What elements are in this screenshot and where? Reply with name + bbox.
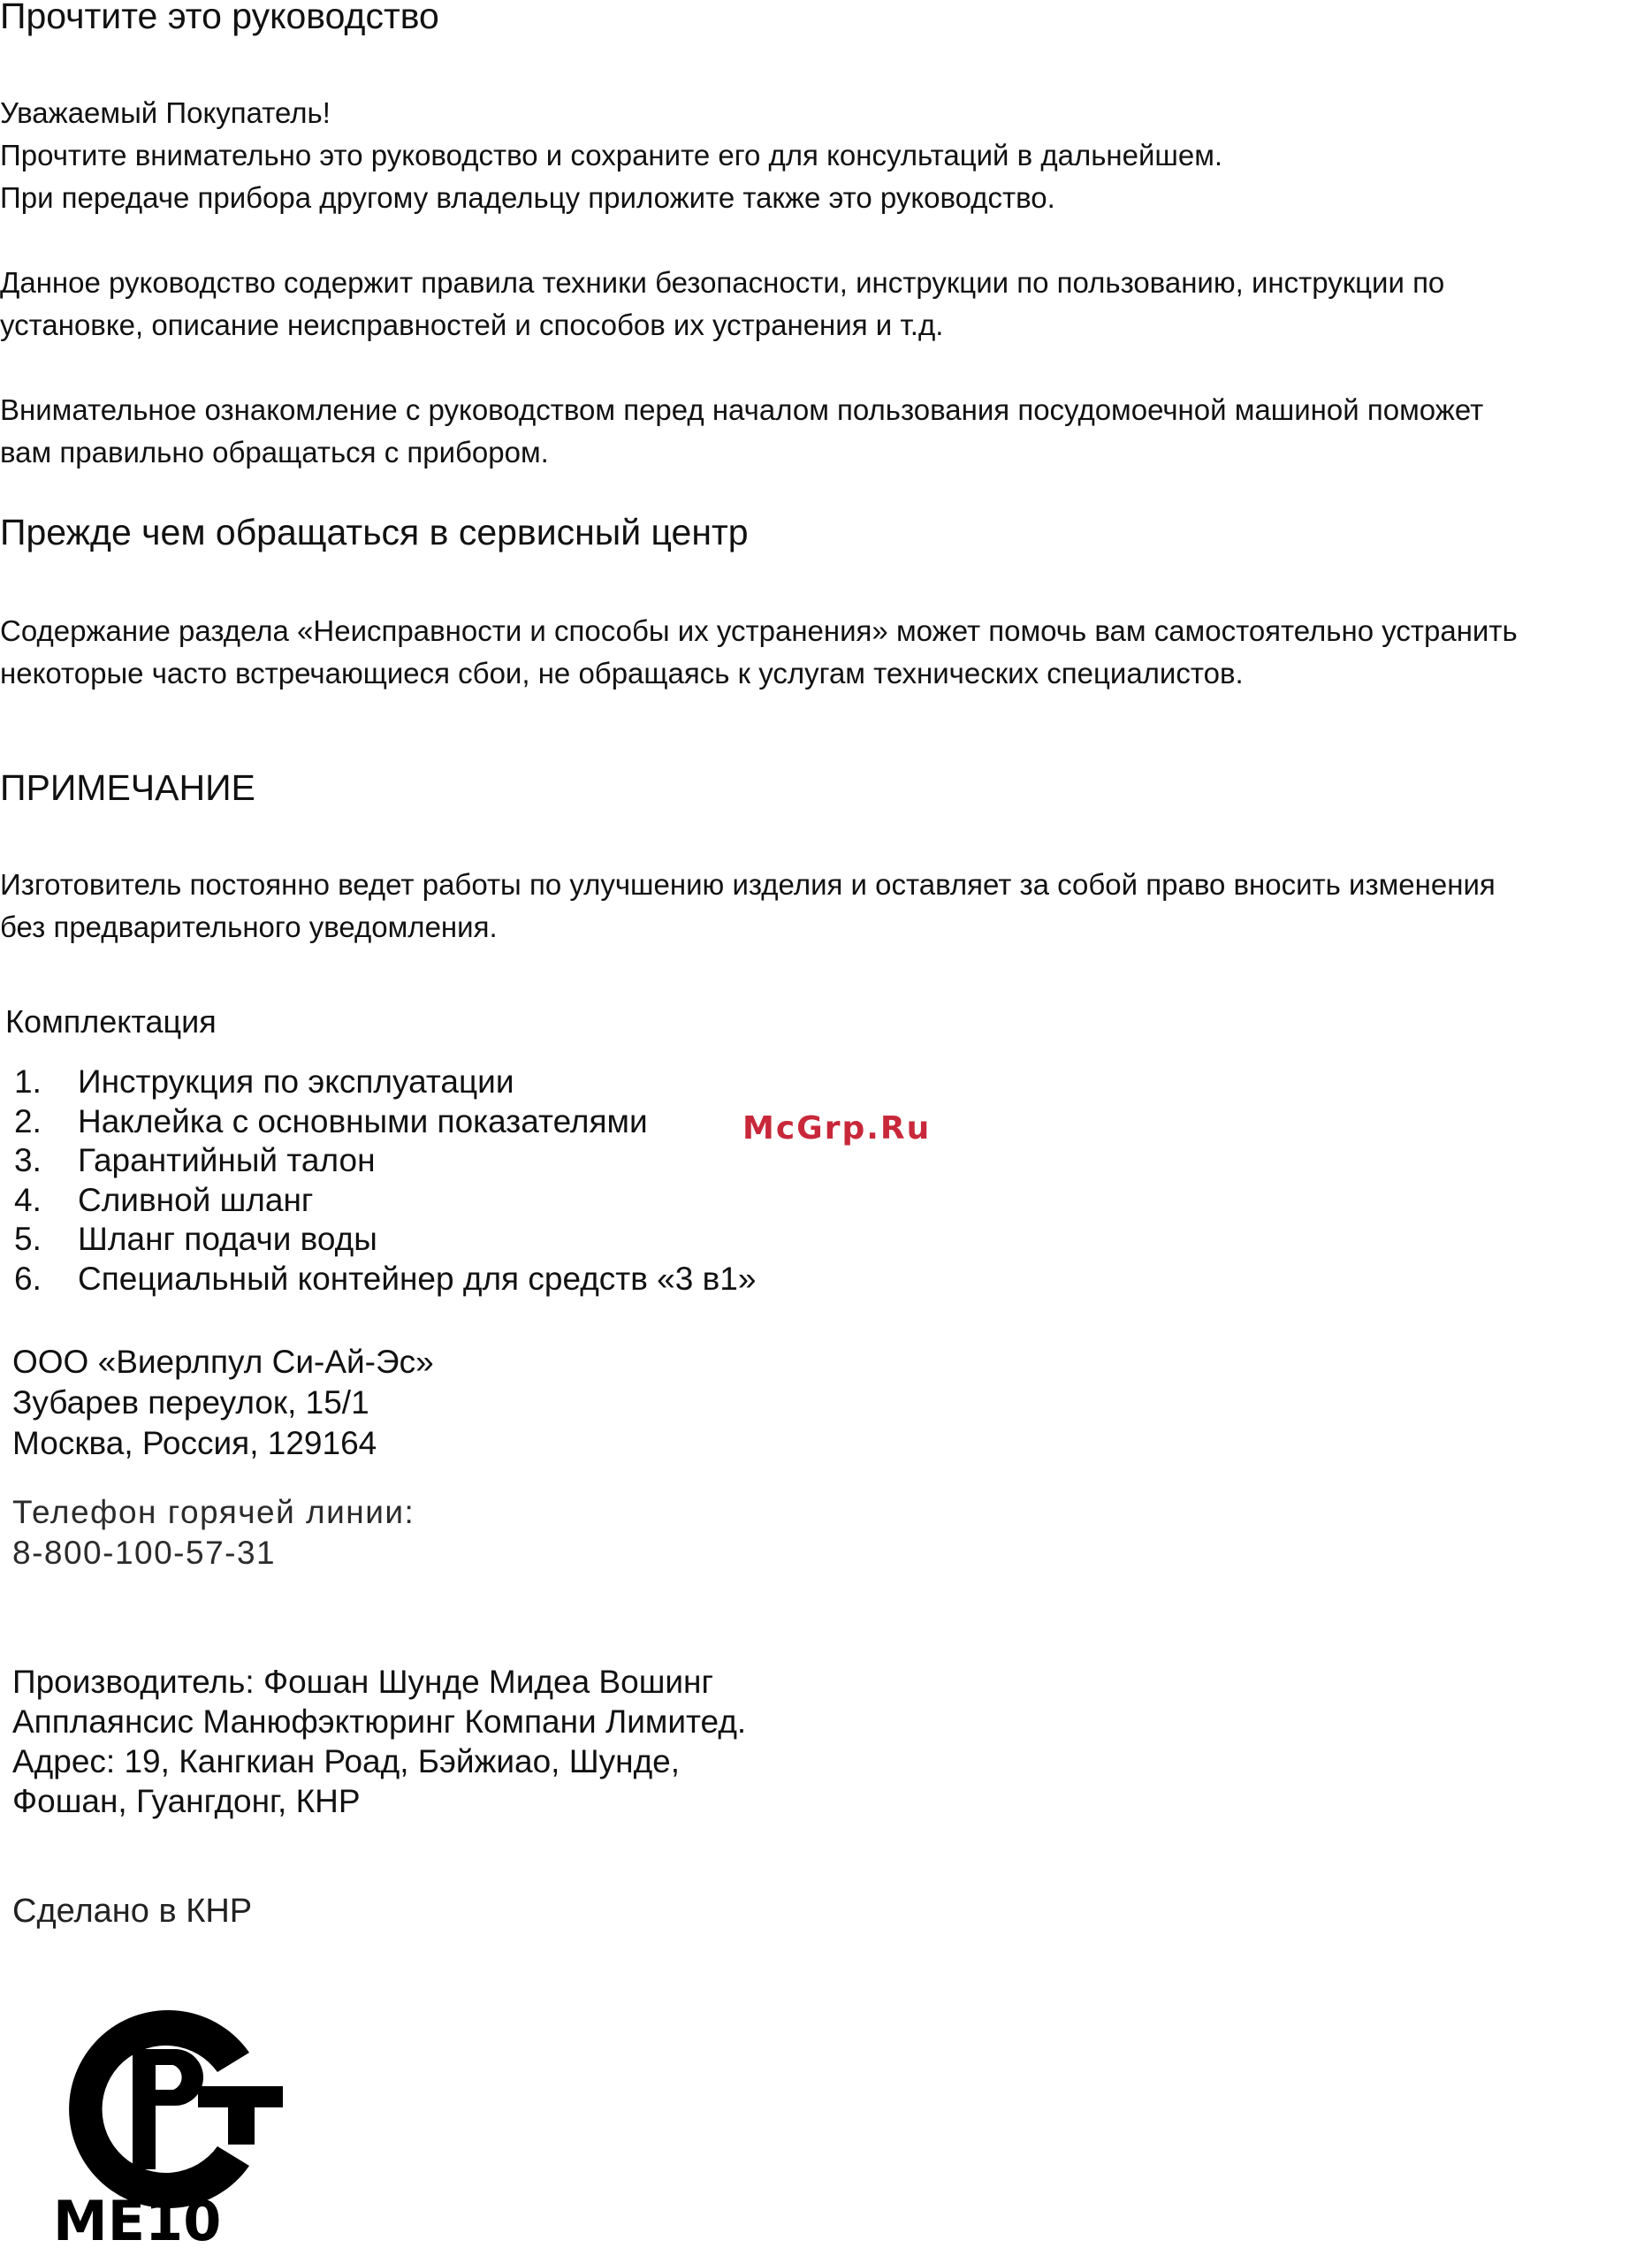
page-title: Прочтите это руководство: [0, 0, 439, 36]
certification-code: ME10: [53, 2189, 222, 2249]
kit-list: [14, 1063, 756, 1299]
intro-line: Прочтите внимательно это руководство и сохраните его для консультаций в дальнейшем.: [0, 139, 1223, 171]
list-item: 2. Наклейка с основными показателями: [14, 1102, 648, 1139]
kit-heading: Комплектация: [5, 1003, 217, 1040]
hotline-number: 8-800-100-57-31: [12, 1535, 277, 1571]
contents-paragraph: Данное руководство содержит правила техники безопасности, инструкции по пользованию, инструкции по установке, описание неисправностей и способов их устранения и т.д.: [0, 266, 1445, 341]
company-street: Зубарев переулок, 15/1: [12, 1384, 369, 1421]
list-item: 5. Шланг подачи воды: [14, 1221, 377, 1257]
intro-block: [0, 92, 1222, 219]
hotline-label: Телефон горячей линии:: [12, 1494, 415, 1530]
manufacturer-block: Производитель: Фошан Шунде Мидеа Вошинг Апплаянсис Манюфэктюринг Компани Лимитед. Адрес: 19, Кангкиан Роад, Бэйжиао, Шунде, Фошан, Гуангдонг, КНР: [12, 1664, 747, 1819]
attention-paragraph: Внимательное ознакомление с руководством перед началом пользования посудомоечной машиной поможет вам правильно обращаться с прибором.: [0, 393, 1484, 469]
intro-line: При передаче прибора другому владельцу приложите также это руководство.: [0, 181, 1055, 214]
list-item: 3. Гарантийный талон: [14, 1142, 376, 1178]
rst-certification-mark-icon: [44, 1984, 283, 2249]
note-heading: ПРИМЕЧАНИЕ: [0, 767, 255, 808]
greeting-text: Уважаемый Покупатель!: [0, 96, 331, 129]
company-address: [12, 1342, 434, 1464]
list-item: 6. Специальный контейнер для средств «3 в1»: [14, 1260, 757, 1297]
hotline-block: [12, 1492, 415, 1573]
note-paragraph: Изготовитель постоянно ведет работы по улучшению изделия и оставляет за собой право вносить изменения без предварительного уведомления.: [0, 868, 1496, 943]
rst-logo-mark: [69, 2010, 283, 2208]
made-in-text: Сделано в КНР: [12, 1893, 253, 1930]
company-name: ООО «Виерлпул Си-Ай-Эс»: [12, 1344, 434, 1380]
watermark-text: McGrp.Ru: [742, 1110, 932, 1147]
company-city: Москва, Россия, 129164: [12, 1425, 377, 1461]
list-item: 4. Сливной шланг: [14, 1181, 314, 1218]
service-paragraph: Содержание раздела «Неисправности и способы их устранения» может помочь вам самостоятельно устранить некоторые часто встречающиеся сбои, не обращаясь к услугам технических специалистов.: [0, 614, 1518, 690]
list-item: 1. Инструкция по эксплуатации: [14, 1063, 514, 1100]
service-heading: Прежде чем обращаться в сервисный центр: [0, 512, 749, 552]
